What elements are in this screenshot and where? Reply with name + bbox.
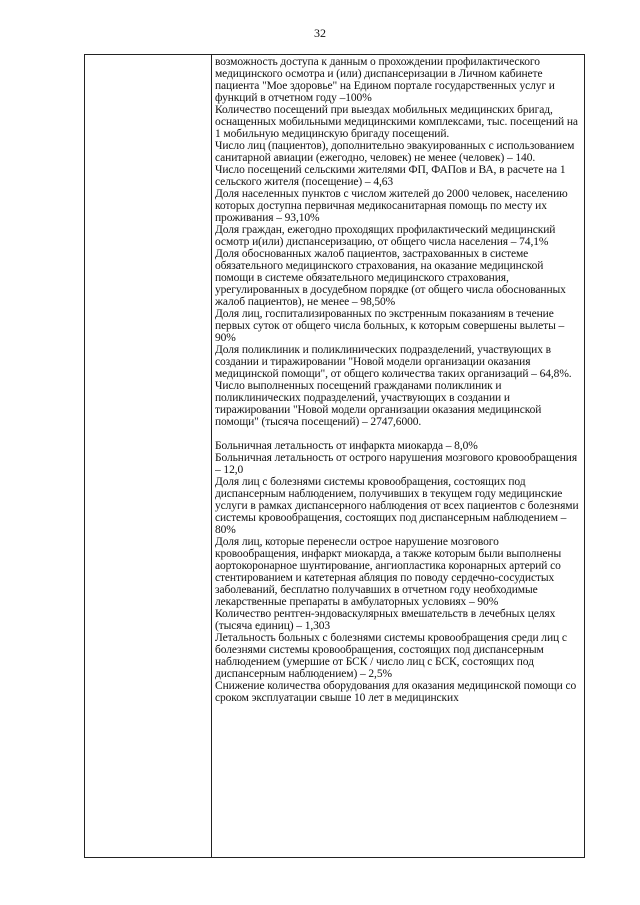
indicator-paragraph: Доля населенных пунктов с числом жителей до 2000 человек, населению которых доступна первичная медикосанитарная помощь по месту их проживания – 93,10%: [215, 188, 568, 224]
indicator-paragraph: Количество рентген-эндоваскулярных вмешательств в лечебных целях (тысяча единиц) – 1,303: [215, 608, 556, 632]
indicator-paragraph: Больничная летальность от инфаркта миокарда – 8,0%: [215, 440, 478, 452]
indicator-paragraph: Доля граждан, ежегодно проходящих профилактический медицинский осмотр и(или) диспансеризацию, от общего числа населения – 74,1%: [215, 224, 556, 248]
indicator-paragraph: Доля лиц с болезнями системы кровообращения, состоящих под диспансерным наблюдением, получивших в текущем году медицинские услуги в рамках диспансерного наблюдения от всех пациентов с болезнями системы кровообращения, состоящих под диспансерным наблюдением – 80%: [215, 476, 579, 536]
indicator-table: [84, 54, 585, 858]
indicator-paragraph: Доля лиц, госпитализированных по экстренным показаниям в течение первых суток от общего числа больных, к которым совершены вылеты – 90%: [215, 308, 565, 344]
table-left-cell: [85, 55, 211, 857]
indicator-paragraph: Число посещений сельскими жителями ФП, ФАПов и ВА, в расчете на 1 сельского жителя (посещение) – 4,63: [215, 164, 566, 188]
indicator-paragraph: Доля поликлиник и поликлинических подразделений, участвующих в создании и тиражировании "Новой модели организации оказания медицинской помощи", от общего количества таких организаций – 64,8%.: [215, 344, 572, 380]
indicator-list-bottom: [215, 440, 583, 704]
page-number: 32: [314, 26, 326, 40]
indicator-paragraph: Доля обоснованных жалоб пациентов, застрахованных в системе обязательного медицинского страхования, на оказание медицинской помощи в системе обязательного медицинского страхования, урегулированных в досудебном порядке (от общего числа обоснованных жалоб пациентов), не менее – 98,50%: [215, 248, 566, 308]
section-gap: [215, 428, 583, 440]
column-divider: [211, 55, 212, 857]
indicator-paragraph: Число выполненных посещений гражданами поликлиник и поликлинических подразделений, участвующих в создании и тиражировании "Новой модели организации оказания медицинской помощи" (тысяча посещений) – 2747,6000.: [215, 380, 542, 428]
indicator-paragraph: возможность доступа к данным о прохождении профилактического медицинского осмотра и (или) диспансеризации в Личном кабинете пациента "Мое здоровье" на Едином портале государственных услуг и функций в отчетном году –100%: [215, 56, 555, 104]
indicator-paragraph: Количество посещений при выездах мобильных медицинских бригад, оснащенных мобильными медицинскими комплексами, тыс. посещений на 1 мобильную медицинскую бригаду посещений.: [215, 104, 578, 140]
indicator-paragraph: Число лиц (пациентов), дополнительно эвакуированных с использованием санитарной авиации (ежегодно, человек) не менее (человек) – 140.: [215, 140, 575, 164]
indicator-paragraph: Доля лиц, которые перенесли острое нарушение мозгового кровообращения, инфаркт миокарда, а также которым были выполнены аортокоронарное шунтирование, ангиопластика коронарных артерий со стентированием и катетерная абляция по поводу сердечно-сосудистых заболеваний, бесплатно получавших в отчетном году необходимые лекарственные препараты в амбулаторных условиях – 90%: [215, 536, 562, 608]
indicator-paragraph: Снижение количества оборудования для оказания медицинской помощи со сроком эксплуатации свыше 10 лет в медицинских: [215, 680, 577, 704]
indicator-list-top: [215, 56, 583, 428]
indicator-paragraph: Больничная летальность от острого нарушения мозгового кровообращения – 12,0: [215, 452, 578, 476]
indicator-paragraph: Летальность больных с болезнями системы кровообращения среди лиц с болезнями системы кровообращения, состоящих под диспансерным наблюдением (умершие от БСК / число лиц с БСК, состоящих под диспансерным наблюдением) – 2,5%: [215, 632, 567, 680]
table-right-cell: [215, 56, 583, 856]
